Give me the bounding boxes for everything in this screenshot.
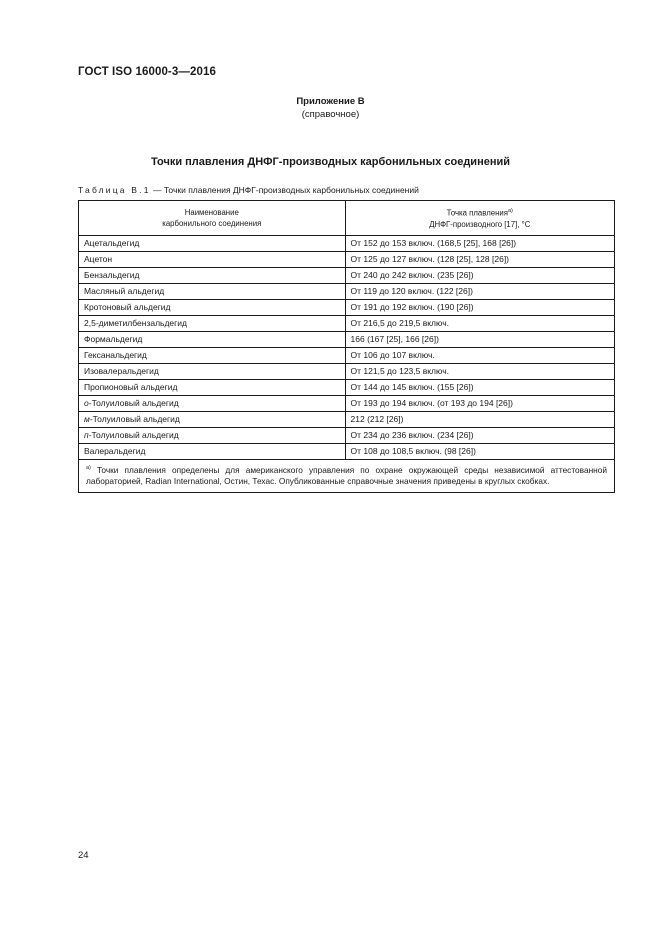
compound-name: Ацетон bbox=[84, 254, 113, 264]
compound-name: -Толуиловый альдегид bbox=[88, 398, 179, 408]
annex-type: (справочное) bbox=[301, 109, 360, 120]
header-compound-line2: карбонильного соединения bbox=[162, 219, 262, 228]
table-row bbox=[79, 268, 615, 284]
compound-name-cell bbox=[79, 332, 346, 348]
compound-name: Валеральдегид bbox=[84, 446, 146, 456]
header-melting-line1: Точка плавления$^{а)}$ bbox=[446, 208, 513, 218]
table-row bbox=[79, 236, 615, 252]
table-row bbox=[79, 380, 615, 396]
melting-point-cell: От 193 до 194 включ. (от 193 до 194 [26]) bbox=[345, 396, 614, 412]
header-compound-name bbox=[79, 201, 346, 236]
compound-name: Кротоновый альдегид bbox=[84, 302, 171, 312]
table-row bbox=[79, 300, 615, 316]
melting-point-cell: От 121,5 до 123,5 включ. bbox=[345, 364, 614, 380]
table-footnote bbox=[79, 460, 615, 493]
annex-name: Приложение В bbox=[296, 96, 365, 107]
compound-name: Формальдегид bbox=[84, 334, 143, 344]
compound-name: -Толуиловый альдегид bbox=[89, 414, 180, 424]
compound-name: Ацетальдегид bbox=[84, 238, 140, 248]
compound-name-cell bbox=[79, 444, 346, 460]
header-compound-line1: Наименование bbox=[184, 208, 239, 217]
document-header: ГОСТ ISO 16000-3—2016 bbox=[78, 66, 216, 78]
compound-name-cell bbox=[79, 396, 346, 412]
table-row bbox=[79, 396, 615, 412]
compound-name-cell bbox=[79, 348, 346, 364]
table-footnote-row bbox=[79, 460, 615, 493]
melting-point-cell: От 240 до 242 включ. (235 [26]) bbox=[345, 268, 614, 284]
footnote-mark: а) bbox=[86, 465, 91, 471]
compound-name: Бензальдегид bbox=[84, 270, 140, 280]
page-number: 24 bbox=[78, 850, 89, 861]
compound-name: -Толуиловый альдегид bbox=[88, 430, 179, 440]
footnote-marker: а) bbox=[507, 208, 513, 215]
table-caption bbox=[78, 185, 419, 195]
melting-point-cell: От 152 до 153 включ. (168,5 [25], 168 [26]) bbox=[345, 236, 614, 252]
section-title: Точки плавления ДНФГ-производных карбонильных соединений bbox=[150, 156, 510, 168]
table-row bbox=[79, 428, 615, 444]
compound-name: 2,5-диметилбензальдегид bbox=[84, 318, 187, 328]
compound-name: Гексанальдегид bbox=[84, 350, 147, 360]
table-header-row bbox=[79, 201, 615, 236]
table-row bbox=[79, 252, 615, 268]
compound-name-cell bbox=[79, 252, 346, 268]
melting-point-cell: От 191 до 192 включ. (190 [26]) bbox=[345, 300, 614, 316]
melting-point-cell: От 108 до 108,5 включ. (98 [26]) bbox=[345, 444, 614, 460]
compound-name: Пропионовый альдегид bbox=[84, 382, 178, 392]
melting-point-cell: От 125 до 127 включ. (128 [25], 128 [26]) bbox=[345, 252, 614, 268]
compound-name-cell bbox=[79, 300, 346, 316]
melting-point-cell: От 234 до 236 включ. (234 [26]) bbox=[345, 428, 614, 444]
compound-name-cell bbox=[79, 316, 346, 332]
compound-name-cell bbox=[79, 236, 346, 252]
table-caption-prefix: Таблица В.1 bbox=[78, 185, 151, 195]
compound-name-cell bbox=[79, 284, 346, 300]
table-row bbox=[79, 316, 615, 332]
annex-heading bbox=[0, 95, 661, 121]
compound-name-cell bbox=[79, 412, 346, 428]
melting-point-cell: От 144 до 145 включ. (155 [26]) bbox=[345, 380, 614, 396]
isomer-prefix: м bbox=[84, 414, 90, 424]
melting-point-cell: 166 (167 [25], 166 [26]) bbox=[345, 332, 614, 348]
table-row bbox=[79, 348, 615, 364]
table-row bbox=[79, 332, 615, 348]
melting-points-table bbox=[78, 200, 615, 493]
melting-point-cell: От 106 до 107 включ. bbox=[345, 348, 614, 364]
header-melting-line2: ДНФГ-производного [17], °С bbox=[429, 219, 531, 229]
table-caption-text: — Точки плавления ДНФГ-производных карбонильных соединений bbox=[150, 185, 419, 195]
compound-name-cell bbox=[79, 380, 346, 396]
footnote-text: Точки плавления определены для американского управления по охране окружающей среды независимой аттестованной лабораторией, Radian International, Остин, Техас. Опубликованные справочные значения приведены в круглых скобках. bbox=[86, 464, 607, 487]
table-row bbox=[79, 412, 615, 428]
compound-name: Масляный альдегид bbox=[84, 286, 165, 296]
melting-point-cell: От 216,5 до 219,5 включ. bbox=[345, 316, 614, 332]
table-row bbox=[79, 364, 615, 380]
isomer-prefix: п bbox=[84, 430, 89, 440]
table-body bbox=[79, 236, 615, 460]
compound-name-cell bbox=[79, 268, 346, 284]
header-melting-point bbox=[345, 201, 614, 236]
compound-name-cell bbox=[79, 428, 346, 444]
compound-name: Изовалеральдегид bbox=[84, 366, 159, 376]
melting-point-cell: От 119 до 120 включ. (122 [26]) bbox=[345, 284, 614, 300]
melting-point-cell: 212 (212 [26]) bbox=[345, 412, 614, 428]
compound-name-cell bbox=[79, 364, 346, 380]
isomer-prefix: о bbox=[84, 398, 89, 408]
table-row bbox=[79, 444, 615, 460]
table-row bbox=[79, 284, 615, 300]
